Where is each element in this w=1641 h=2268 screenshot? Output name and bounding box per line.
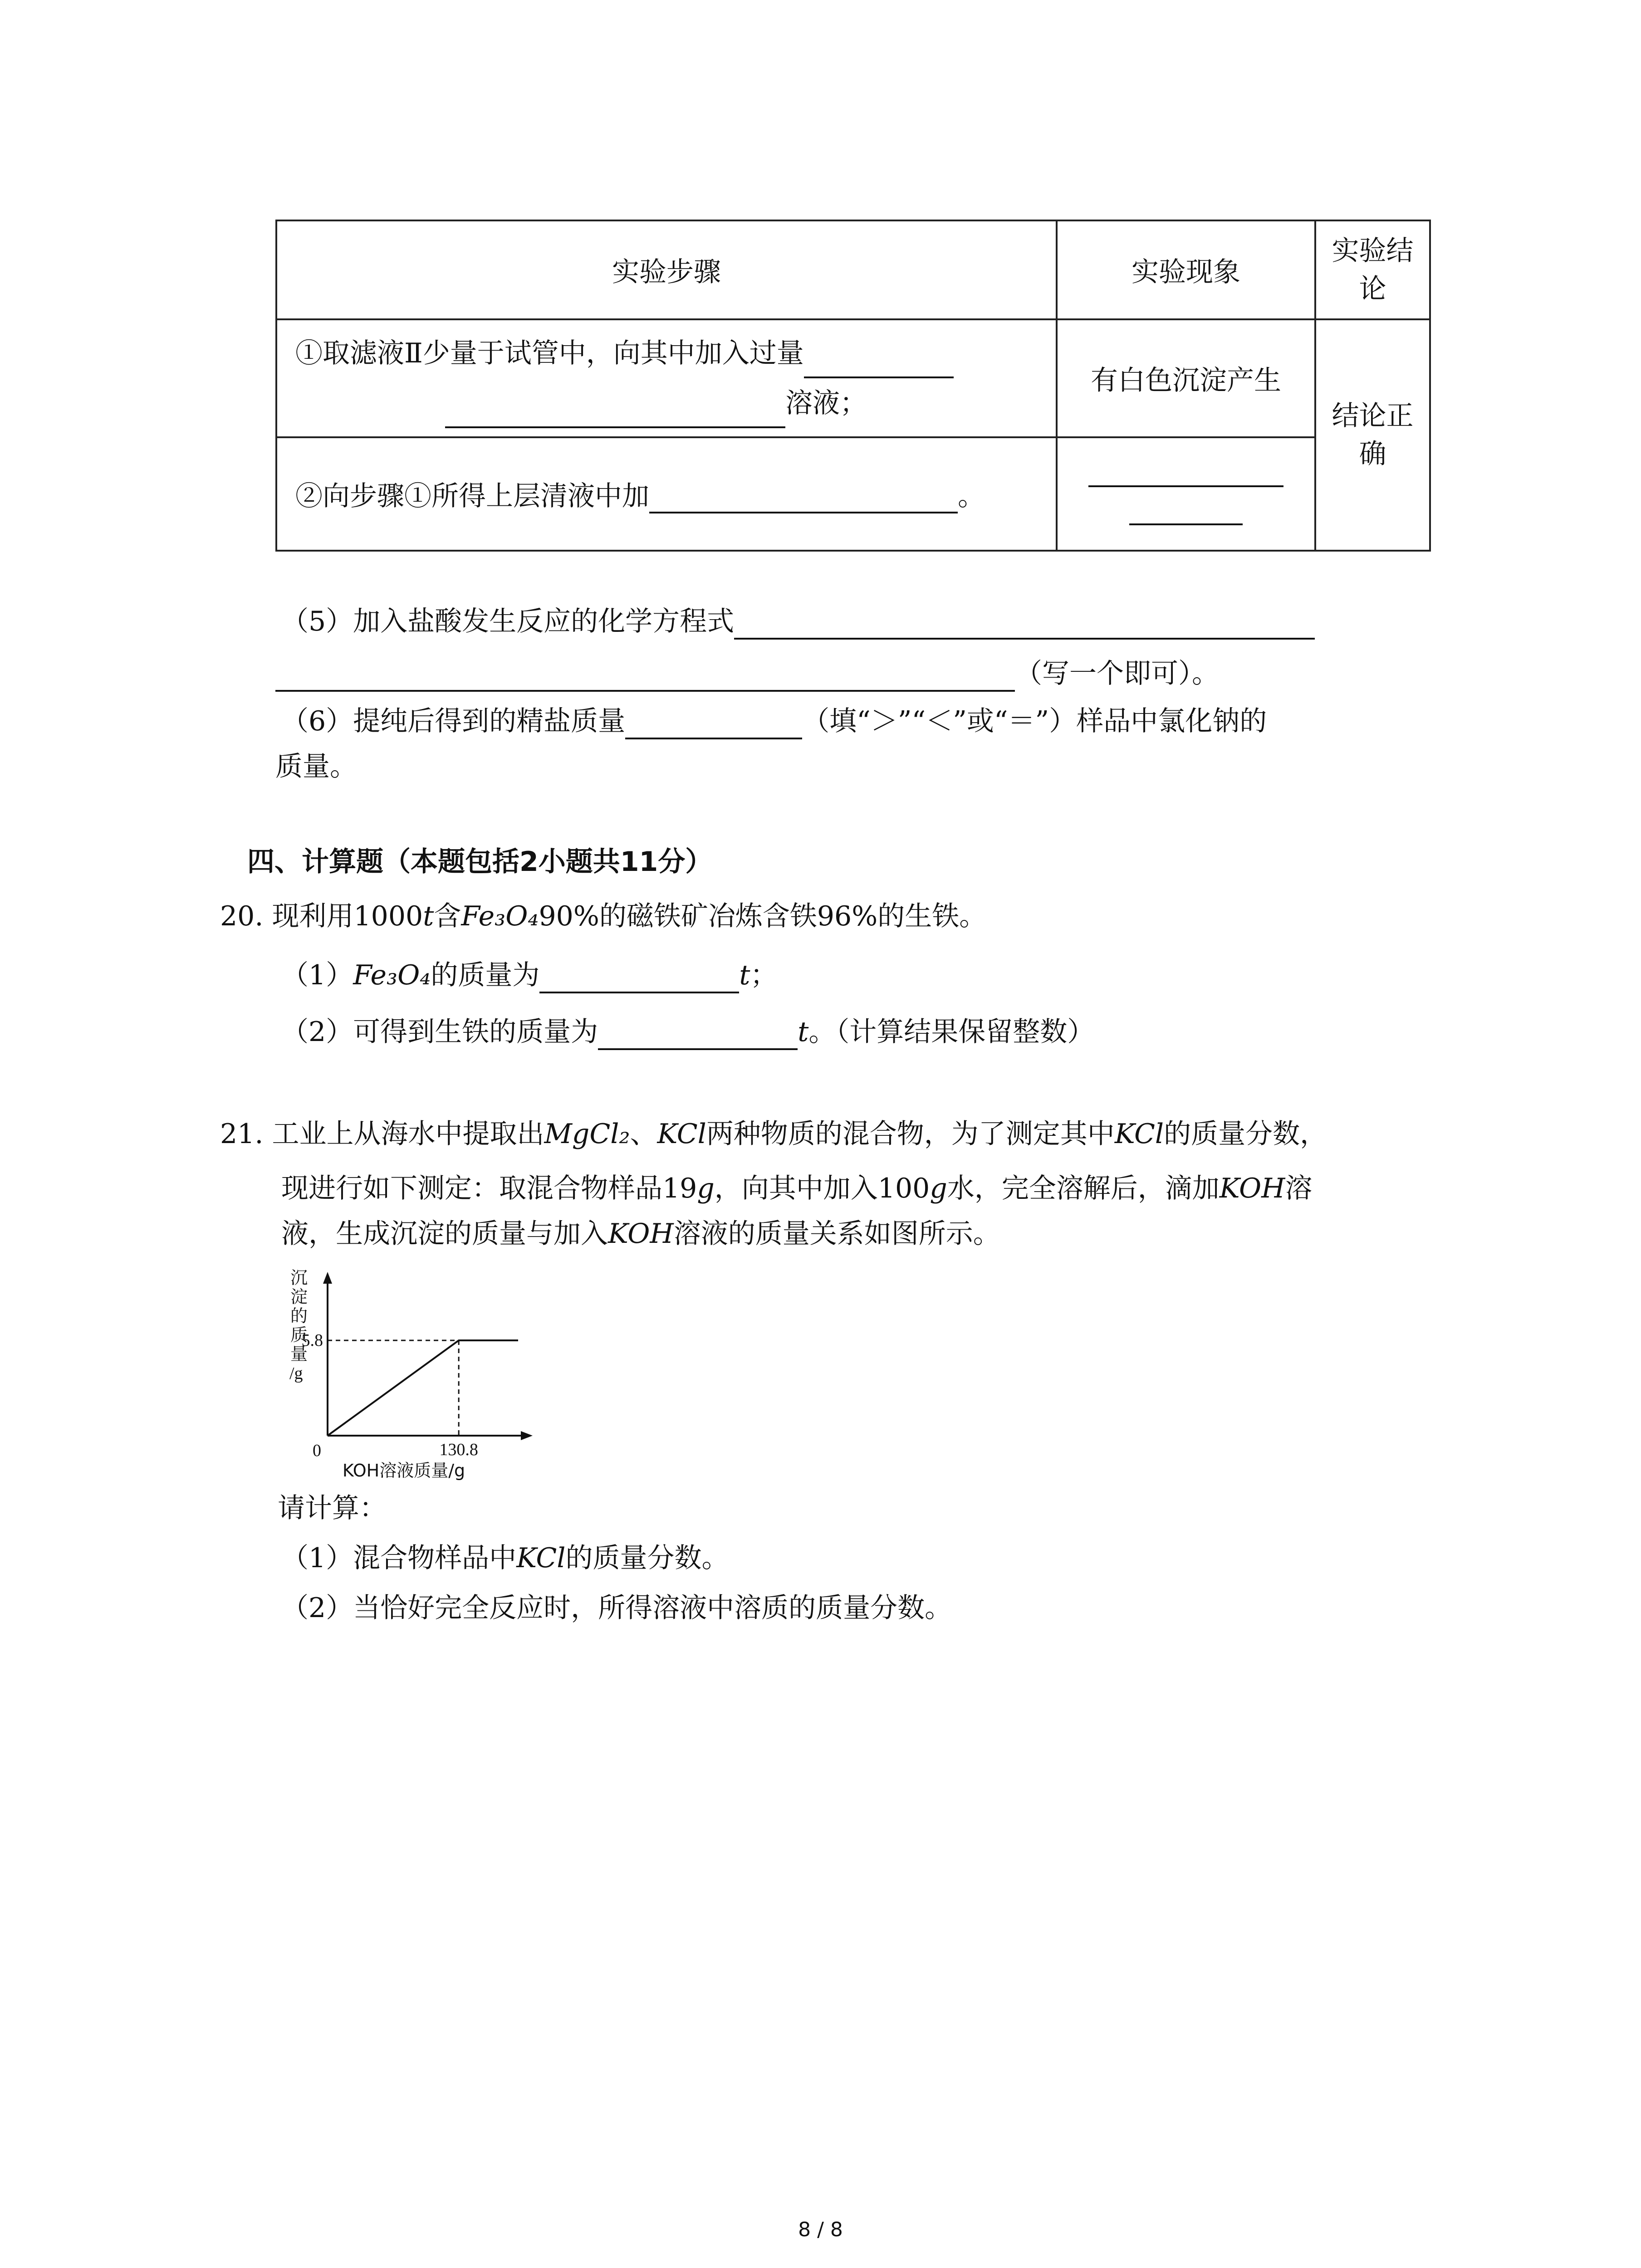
q21-formula-mgcl2: MgCl₂ — [544, 1118, 630, 1150]
table-row — [276, 319, 1430, 437]
q21-line2-b: ，向其中加入100 — [714, 1173, 930, 1204]
row1-blank-2[interactable] — [445, 397, 785, 428]
q20-p2-end: 。（计算结果保留整数） — [808, 1016, 1095, 1048]
ylabel-char: 的 — [290, 1306, 308, 1326]
q20-p1-end: ； — [750, 959, 778, 991]
header-steps: 实验步骤 — [276, 220, 1057, 319]
q21-p1-b: 的质量分数。 — [565, 1542, 729, 1574]
q20-stem-unit: t — [423, 900, 434, 932]
q6-line2: 质量。 — [275, 751, 357, 782]
row2-phenomenon-blank-2[interactable] — [1129, 487, 1243, 525]
q20-stem-c: 90%的磁铁矿冶炼含铁96%的生铁。 — [539, 900, 987, 932]
ylabel-char: 沉 — [290, 1268, 308, 1288]
q21-formula-kcl: KCl — [657, 1118, 706, 1150]
page-number: 8 / 8 — [798, 2218, 843, 2241]
experiment-table — [275, 220, 1431, 552]
row1-phenomenon: 有白色沉淀产生 — [1057, 319, 1315, 437]
q21-p1-a: （1）混合物样品中 — [281, 1542, 517, 1574]
q5-text: （5）加入盐酸发生反应的化学方程式 — [281, 606, 735, 637]
q21-ask: 请计算： — [278, 1492, 387, 1524]
q21-part1 — [281, 1540, 729, 1576]
q20-p1-formula: Fe₃O₄ — [353, 959, 431, 991]
q21-line2-c: 水，完全溶解后，滴加 — [947, 1173, 1220, 1204]
q6-text-a: （6）提纯后得到的精盐质量 — [281, 705, 626, 737]
q5-blank-2[interactable] — [275, 661, 1015, 692]
q21-part2: （2）当恰好完全反应时，所得溶液中溶质的质量分数。 — [281, 1592, 952, 1624]
q21-p1-formula: KCl — [516, 1542, 566, 1574]
series-line — [328, 1340, 518, 1436]
q20-stem — [220, 898, 986, 934]
q21-line1-a: 工业上从海水中提取出 — [272, 1118, 544, 1150]
q21-formula-kcl-2: KCl — [1114, 1118, 1164, 1150]
row1-step — [276, 319, 1057, 437]
q21-line3-b: 溶液的质量关系如图所示。 — [673, 1218, 1000, 1250]
q20-p1-b: 的质量为 — [431, 959, 540, 991]
q21-line2-d: 溶 — [1285, 1173, 1313, 1204]
q6-blank[interactable] — [625, 709, 802, 739]
q21-line1-b: 、 — [630, 1118, 657, 1150]
ylabel-unit: /g — [289, 1364, 303, 1383]
q21-line2 — [281, 1170, 1312, 1207]
q20-p1-a: （1） — [281, 959, 353, 991]
q21-line3-a: 液，生成沉淀的质量与加入 — [281, 1218, 608, 1250]
row2-phenomenon — [1057, 437, 1315, 551]
conclusion-cell: 结论正确 — [1315, 319, 1430, 551]
x-axis-arrow — [521, 1431, 533, 1440]
q21-line1-d: 的质量分数， — [1164, 1118, 1327, 1150]
x-tick-label: 130.8 — [439, 1440, 478, 1459]
table-row — [276, 437, 1430, 551]
q20-part2 — [281, 1014, 1094, 1050]
header-phenomenon: 实验现象 — [1057, 220, 1315, 319]
header-conclusion: 实验结论 — [1315, 220, 1430, 319]
section-title: 四、计算题（本题包括2小题共11分） — [247, 846, 713, 878]
q5-blank[interactable] — [734, 609, 1315, 640]
q20-formula: Fe₃O₄ — [461, 900, 539, 932]
q5-line2 — [275, 655, 1219, 692]
q5-line1 — [281, 603, 1315, 640]
q21-unit-g2: g — [930, 1173, 947, 1204]
q20-number: 20. — [220, 900, 264, 932]
q20-stem-a: 现利用1000 — [272, 900, 423, 932]
ylabel-char: 淀 — [290, 1287, 308, 1307]
row1-blank-1[interactable] — [804, 347, 954, 378]
table-header-row — [276, 220, 1430, 319]
q20-p1-blank[interactable] — [539, 963, 739, 993]
chart-xlabel: KOH溶液质量/g — [342, 1461, 465, 1481]
row2-phenomenon-blank-1[interactable] — [1088, 463, 1283, 487]
q20-p2-a: （2）可得到生铁的质量为 — [281, 1016, 598, 1048]
q21-line2-a: 现进行如下测定：取混合物样品19 — [281, 1173, 697, 1204]
q21-line1-c: 两种物质的混合物，为了测定其中 — [706, 1118, 1115, 1150]
ylabel-char: 质 — [290, 1325, 308, 1345]
row1-step-text-b: 溶液； — [785, 387, 867, 419]
row2-blank[interactable] — [649, 483, 958, 513]
q6-text-b: （填“＞”“＜”或“＝”）样品中氯化钠的 — [802, 705, 1267, 737]
q21-unit-g1: g — [697, 1173, 715, 1204]
row2-step-text: ②向步骤①所得上层清液中加 — [295, 480, 649, 512]
q20-p2-blank[interactable] — [598, 1019, 798, 1050]
q21-line1 — [220, 1116, 1327, 1152]
y-axis-arrow — [323, 1272, 332, 1284]
precipitate-chart — [272, 1266, 544, 1492]
row1-step-text-a: ①取滤液Ⅱ少量于试管中，向其中加入过量 — [295, 337, 804, 369]
q6-line1 — [281, 703, 1267, 739]
q21-number: 21. — [220, 1118, 264, 1150]
q5-note: （写一个即可）。 — [1015, 658, 1219, 689]
chart-ylabel — [289, 1268, 308, 1383]
row2-step-end: 。 — [958, 480, 985, 512]
q21-line3 — [281, 1216, 1000, 1252]
q20-p2-unit: t — [798, 1016, 809, 1048]
origin-label: 0 — [313, 1441, 321, 1460]
y-tick-label: 5.8 — [301, 1331, 323, 1350]
ylabel-char: 量 — [290, 1344, 308, 1364]
q21-formula-koh: KOH — [1219, 1173, 1285, 1204]
q20-p1-unit: t — [739, 959, 750, 991]
q20-stem-b: 含 — [434, 900, 461, 932]
row2-step — [276, 437, 1057, 551]
q20-part1 — [281, 957, 777, 993]
q21-formula-koh-2: KOH — [608, 1218, 674, 1250]
